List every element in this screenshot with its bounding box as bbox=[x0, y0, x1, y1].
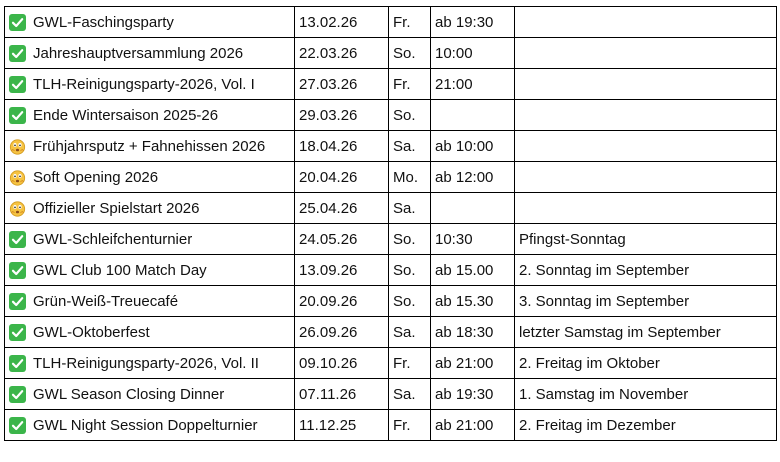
table-row bbox=[5, 131, 777, 162]
event-date: 20.09.26 bbox=[295, 286, 389, 317]
event-name: Soft Opening 2026 bbox=[33, 168, 159, 186]
event-date: 22.03.26 bbox=[295, 38, 389, 69]
table-row bbox=[5, 7, 777, 38]
event-time: ab 19:30 bbox=[431, 7, 515, 38]
table-row bbox=[5, 193, 777, 224]
event-day: Fr. bbox=[389, 410, 431, 441]
event-name: GWL Night Session Doppelturnier bbox=[33, 416, 258, 434]
event-time: 10:00 bbox=[431, 38, 515, 69]
check-icon bbox=[9, 417, 26, 434]
event-name-wrap bbox=[9, 324, 290, 341]
event-name-cell bbox=[5, 255, 295, 286]
event-name: GWL-Faschingsparty bbox=[33, 13, 174, 31]
event-note: 3. Sonntag im September bbox=[515, 286, 777, 317]
event-time: ab 19:30 bbox=[431, 379, 515, 410]
check-icon bbox=[9, 324, 26, 341]
event-name: GWL Season Closing Dinner bbox=[33, 385, 225, 403]
event-name-cell bbox=[5, 348, 295, 379]
event-name: Offizieller Spielstart 2026 bbox=[33, 199, 200, 217]
event-name-cell bbox=[5, 224, 295, 255]
table-row bbox=[5, 286, 777, 317]
event-name-cell bbox=[5, 162, 295, 193]
table-row bbox=[5, 224, 777, 255]
event-name-wrap bbox=[9, 76, 290, 93]
event-time: 10:30 bbox=[431, 224, 515, 255]
event-day: Fr. bbox=[389, 69, 431, 100]
events-table bbox=[4, 6, 777, 441]
table-row bbox=[5, 100, 777, 131]
event-day: Mo. bbox=[389, 162, 431, 193]
event-name-cell bbox=[5, 38, 295, 69]
event-day: Sa. bbox=[389, 379, 431, 410]
event-name-cell bbox=[5, 410, 295, 441]
event-time: ab 15.00 bbox=[431, 255, 515, 286]
event-date: 11.12.25 bbox=[295, 410, 389, 441]
event-time: ab 10:00 bbox=[431, 131, 515, 162]
event-note: 2. Sonntag im September bbox=[515, 255, 777, 286]
check-icon bbox=[9, 231, 26, 248]
event-date: 24.05.26 bbox=[295, 224, 389, 255]
event-name-cell bbox=[5, 7, 295, 38]
event-time: ab 15.30 bbox=[431, 286, 515, 317]
event-time bbox=[431, 100, 515, 131]
event-name-wrap bbox=[9, 45, 290, 62]
event-note bbox=[515, 38, 777, 69]
event-date: 07.11.26 bbox=[295, 379, 389, 410]
event-name: Frühjahrsputz + Fahnehissen 2026 bbox=[33, 137, 266, 155]
event-name: Jahreshauptversammlung 2026 bbox=[33, 44, 244, 62]
event-note bbox=[515, 162, 777, 193]
event-name-wrap bbox=[9, 293, 290, 310]
event-name-wrap bbox=[9, 14, 290, 31]
event-day: So. bbox=[389, 100, 431, 131]
table-row bbox=[5, 162, 777, 193]
check-icon bbox=[9, 262, 26, 279]
check-icon bbox=[9, 386, 26, 403]
events-table-body bbox=[5, 7, 777, 441]
table-row bbox=[5, 379, 777, 410]
check-icon bbox=[9, 14, 26, 31]
table-row bbox=[5, 348, 777, 379]
event-note: 2. Freitag im Dezember bbox=[515, 410, 777, 441]
event-name-wrap bbox=[9, 386, 290, 403]
check-icon bbox=[9, 76, 26, 93]
event-day: Fr. bbox=[389, 348, 431, 379]
event-note: 2. Freitag im Oktober bbox=[515, 348, 777, 379]
event-day: So. bbox=[389, 38, 431, 69]
event-name-cell bbox=[5, 69, 295, 100]
event-note bbox=[515, 131, 777, 162]
event-name: Grün-Weiß-Treuecafé bbox=[33, 292, 179, 310]
event-name-cell bbox=[5, 100, 295, 131]
check-icon bbox=[9, 355, 26, 372]
event-date: 29.03.26 bbox=[295, 100, 389, 131]
event-note: letzter Samstag im September bbox=[515, 317, 777, 348]
event-time: 21:00 bbox=[431, 69, 515, 100]
event-name-wrap bbox=[9, 417, 290, 434]
event-date: 18.04.26 bbox=[295, 131, 389, 162]
event-name-wrap bbox=[9, 169, 290, 186]
event-date: 13.09.26 bbox=[295, 255, 389, 286]
event-date: 26.09.26 bbox=[295, 317, 389, 348]
event-note bbox=[515, 193, 777, 224]
event-note bbox=[515, 100, 777, 131]
event-note bbox=[515, 7, 777, 38]
event-date: 09.10.26 bbox=[295, 348, 389, 379]
event-time: ab 18:30 bbox=[431, 317, 515, 348]
check-icon bbox=[9, 45, 26, 62]
event-date: 20.04.26 bbox=[295, 162, 389, 193]
table-row bbox=[5, 255, 777, 286]
event-name: GWL-Schleifchenturnier bbox=[33, 230, 193, 248]
event-date: 27.03.26 bbox=[295, 69, 389, 100]
event-day: Sa. bbox=[389, 317, 431, 348]
event-name-cell bbox=[5, 317, 295, 348]
event-name: Ende Wintersaison 2025-26 bbox=[33, 106, 219, 124]
event-day: So. bbox=[389, 255, 431, 286]
event-note: Pfingst-Sonntag bbox=[515, 224, 777, 255]
event-time: ab 21:00 bbox=[431, 348, 515, 379]
event-name-wrap bbox=[9, 262, 290, 279]
table-row bbox=[5, 69, 777, 100]
check-icon bbox=[9, 293, 26, 310]
event-name: GWL Club 100 Match Day bbox=[33, 261, 207, 279]
table-row bbox=[5, 410, 777, 441]
table-row bbox=[5, 317, 777, 348]
event-day: Fr. bbox=[389, 7, 431, 38]
event-day: So. bbox=[389, 286, 431, 317]
event-name-wrap bbox=[9, 107, 290, 124]
event-name-cell bbox=[5, 193, 295, 224]
event-name-cell bbox=[5, 286, 295, 317]
event-time: ab 12:00 bbox=[431, 162, 515, 193]
event-name-cell bbox=[5, 131, 295, 162]
event-name: TLH-Reinigungsparty-2026, Vol. I bbox=[33, 75, 255, 93]
event-time bbox=[431, 193, 515, 224]
face-emoji-icon bbox=[9, 169, 26, 186]
face-emoji-icon bbox=[9, 200, 26, 217]
event-name-wrap bbox=[9, 138, 290, 155]
face-emoji-icon bbox=[9, 138, 26, 155]
check-icon bbox=[9, 107, 26, 124]
event-name-wrap bbox=[9, 231, 290, 248]
event-name-wrap bbox=[9, 355, 290, 372]
event-name: GWL-Oktoberfest bbox=[33, 323, 150, 341]
event-note: 1. Samstag im November bbox=[515, 379, 777, 410]
event-day: Sa. bbox=[389, 193, 431, 224]
event-day: Sa. bbox=[389, 131, 431, 162]
table-row bbox=[5, 38, 777, 69]
event-time: ab 21:00 bbox=[431, 410, 515, 441]
event-name-cell bbox=[5, 379, 295, 410]
event-note bbox=[515, 69, 777, 100]
event-day: So. bbox=[389, 224, 431, 255]
event-name: TLH-Reinigungsparty-2026, Vol. II bbox=[33, 354, 259, 372]
event-name-wrap bbox=[9, 200, 290, 217]
event-date: 25.04.26 bbox=[295, 193, 389, 224]
event-date: 13.02.26 bbox=[295, 7, 389, 38]
